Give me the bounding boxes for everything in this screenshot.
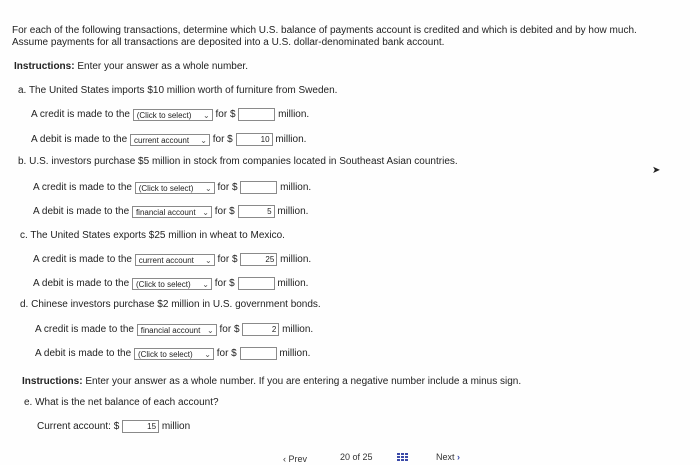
million-label: million. [282,324,314,335]
part-d-credit-row [35,323,313,336]
for-label: for $ [216,348,237,359]
debit-label: A debit is made to the [35,348,132,359]
part-e-current-account-row [37,420,190,433]
debit-label: A debit is made to the [31,134,128,145]
select-value: (Click to select) [138,183,194,193]
part-c-credit-account-select[interactable] [135,254,215,266]
chevron-right-icon: › [457,452,461,462]
million-label: million. [280,182,312,193]
instructions-text: Enter your answer as a whole number. If you are entering a negative number include a minus sign. [82,376,522,387]
select-value: current account [138,255,194,265]
part-b-debit-row [33,205,308,218]
instructions-2 [22,376,521,387]
intro-text: For each of the following transactions, determine which U.S. balance of payments account is credited and which is debited and by how much. Assume payments for all transactions are deposited into a U.S. dollar-denominated bank account. [12,25,637,48]
question-counter: 20 of 25 [340,452,373,462]
part-b-debit-account-select[interactable] [132,206,212,218]
for-label: for $ [217,182,238,193]
part-b-credit-row [33,181,311,194]
instructions-1 [14,61,248,72]
million-label: million. [278,109,310,120]
grid-icon[interactable] [397,453,408,465]
million-label: million. [279,348,311,359]
instructions-text: Enter your answer as a whole number. [74,61,248,72]
select-value: financial account [135,207,196,217]
select-value: (Click to select) [136,110,192,120]
part-d-debit-amount-input[interactable] [240,347,277,360]
current-account-balance-input[interactable]: 15 [122,420,159,433]
million-label: million. [277,206,309,217]
part-d-credit-account-select[interactable] [137,324,217,336]
chevron-down-icon: ⌄ [205,183,212,193]
part-c-credit-amount-input[interactable]: 25 [240,253,277,266]
select-value: (Click to select) [135,279,191,289]
part-a-debit-account-select[interactable] [130,134,210,146]
chevron-down-icon: ⌄ [205,255,212,265]
part-d-debit-account-select[interactable] [134,348,214,360]
for-label: for $ [219,324,240,335]
part-c-heading: c. The United States exports $25 million in wheat to Mexico. [20,230,285,241]
part-c-credit-row [33,253,311,266]
for-label: for $ [215,109,236,120]
credit-label: A credit is made to the [33,254,132,265]
part-d-credit-amount-input[interactable]: 2 [242,323,279,336]
chevron-down-icon: ⌄ [202,279,209,289]
mouse-cursor-icon: ➤ [652,165,661,176]
instructions-label: Instructions: [14,61,75,72]
current-account-label: Current account: $ [37,421,120,432]
chevron-down-icon: ⌄ [203,110,210,120]
part-a-credit-amount-input[interactable] [238,108,275,121]
part-b-debit-amount-input[interactable]: 5 [238,205,275,218]
credit-label: A credit is made to the [33,182,132,193]
million-label: million. [275,134,307,145]
select-value: current account [133,135,190,145]
part-c-debit-row [33,277,308,290]
for-label: for $ [214,278,235,289]
part-a-debit-row [31,133,306,146]
part-a-credit-row [31,108,309,121]
debit-label: A debit is made to the [33,278,130,289]
million-label: million [161,421,191,432]
credit-label: A credit is made to the [35,324,134,335]
for-label: for $ [217,254,238,265]
chevron-down-icon: ⌄ [207,325,214,335]
prev-button[interactable] [283,454,307,464]
chevron-down-icon: ⌄ [200,135,207,145]
part-b-credit-account-select[interactable] [135,182,215,194]
instructions-label: Instructions: [22,376,83,387]
credit-label: A credit is made to the [31,109,130,120]
million-label: million. [277,278,309,289]
select-value: (Click to select) [137,349,193,359]
part-a-heading: a. The United States imports $10 million worth of furniture from Sweden. [18,85,338,96]
prev-label: Prev [288,454,308,464]
debit-label: A debit is made to the [33,206,130,217]
million-label: million. [280,254,312,265]
part-a-credit-account-select[interactable] [133,109,213,121]
part-b-heading: b. U.S. investors purchase $5 million in stock from companies located in Southeast Asian countries. [18,156,458,167]
part-d-heading: d. Chinese investors purchase $2 million in U.S. government bonds. [20,299,321,310]
select-value: financial account [140,325,201,335]
for-label: for $ [212,134,233,145]
part-a-debit-amount-input[interactable]: 10 [236,133,273,146]
chevron-down-icon: ⌄ [202,207,209,217]
part-c-debit-account-select[interactable] [132,278,212,290]
part-c-debit-amount-input[interactable] [238,277,275,290]
next-label: Next [436,452,455,462]
chevron-left-icon: ‹ [283,454,286,464]
chevron-down-icon: ⌄ [204,349,211,359]
part-e-heading: e. What is the net balance of each account? [24,397,219,408]
part-d-debit-row [35,347,310,360]
for-label: for $ [214,206,235,217]
part-b-credit-amount-input[interactable] [240,181,277,194]
